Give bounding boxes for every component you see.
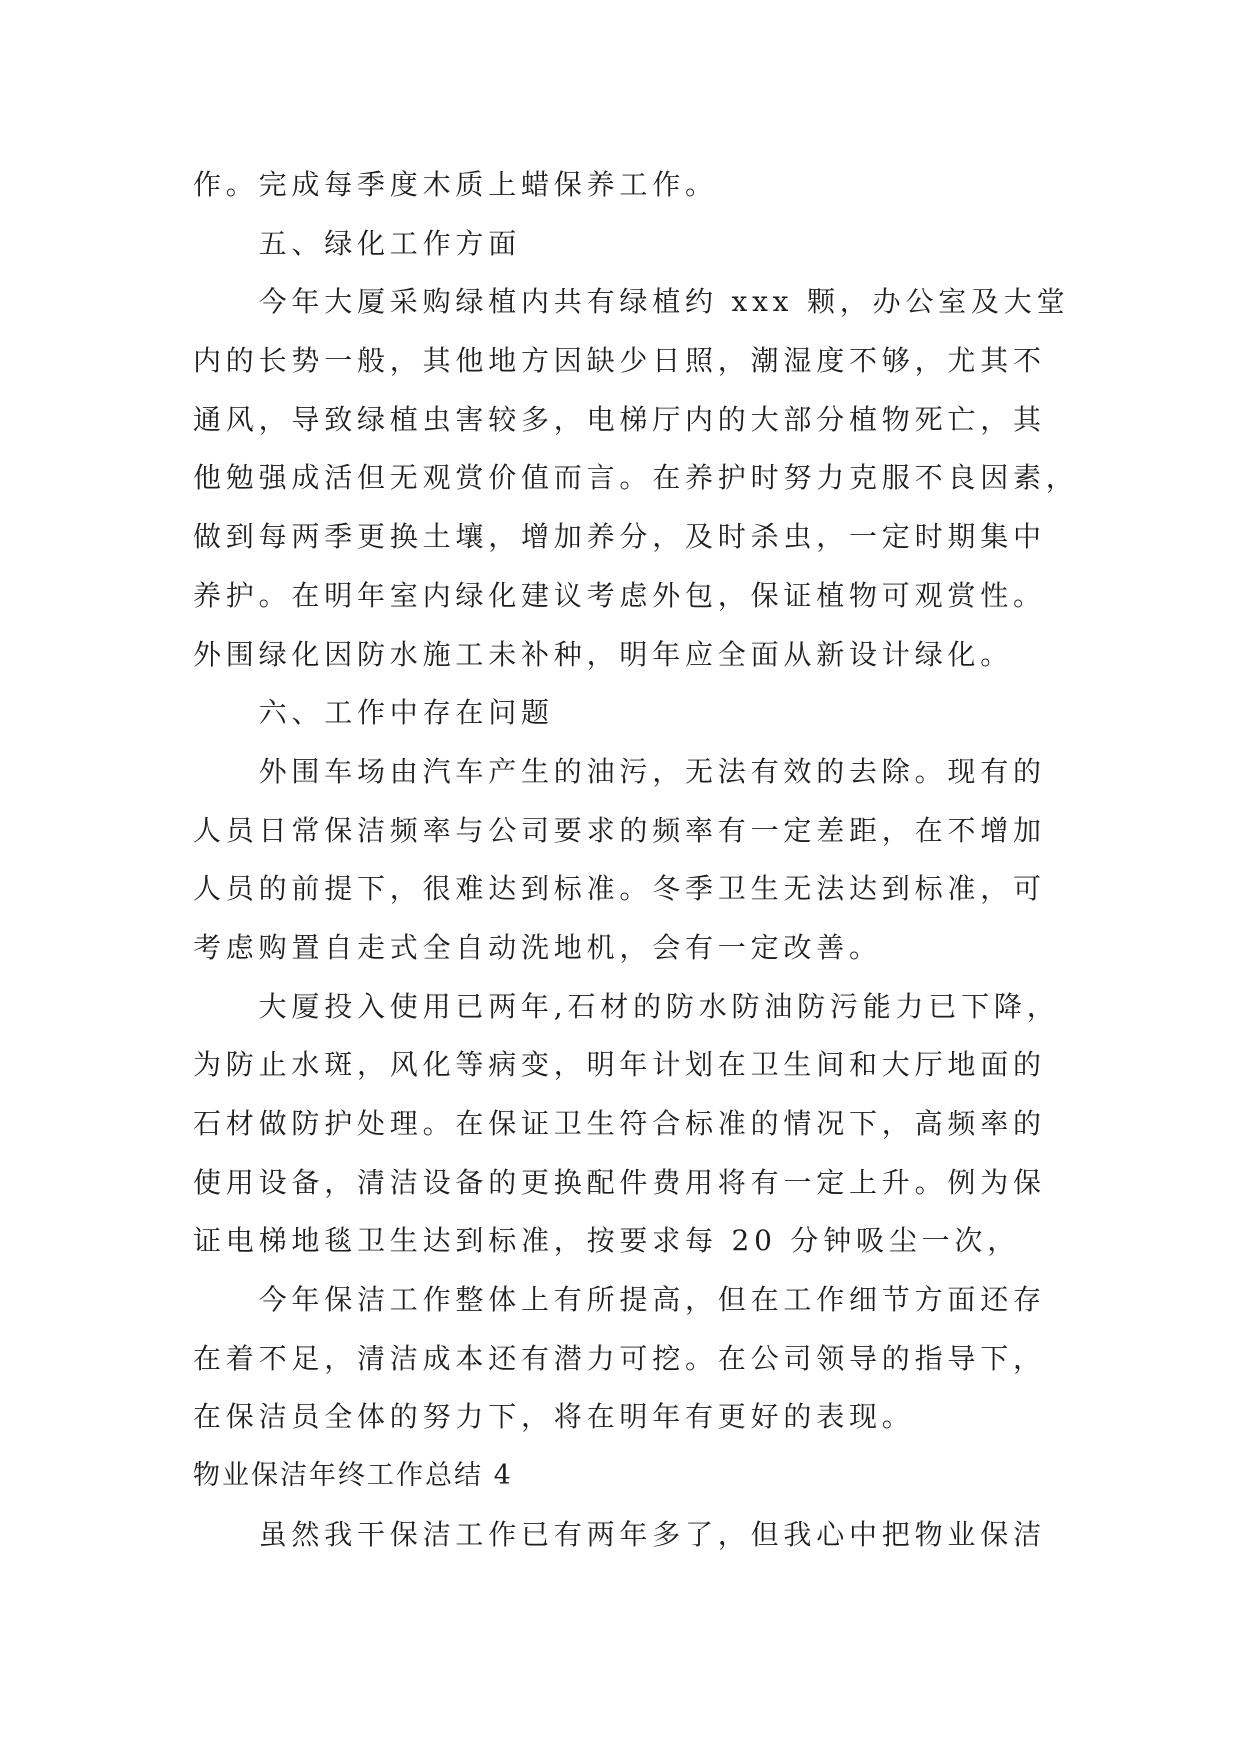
paragraph-line: 在着不足，清洁成本还有潜力可挖。在公司领导的指导下，: [193, 1341, 1046, 1375]
document-body: [193, 156, 1153, 1565]
paragraph-line: 人员日常保洁频率与公司要求的频率有一定差距，在不增加: [193, 813, 1046, 847]
paragraph-line: 在保洁员全体的努力下，将在明年有更好的表现。: [193, 1400, 915, 1434]
section-paragraph: [193, 273, 1153, 684]
paragraph-line: 今年保洁工作整体上有所提高，但在工作细节方面还存: [258, 1283, 1046, 1317]
paragraph-line: 为防止水斑，风化等病变，明年计划在卫生间和大厅地面的: [193, 1048, 1046, 1082]
paragraph-line: 通风，导致绿植虫害较多，电梯厅内的大部分植物死亡，其: [193, 402, 1046, 436]
section-heading: 六、工作中存在问题: [258, 696, 554, 730]
paragraph-line: 内的长势一般，其他地方因缺少日照，潮湿度不够，尤其不: [193, 344, 1046, 378]
section-paragraph: [193, 743, 1153, 978]
paragraph-line: 作。完成每季度木质上蜡保养工作。: [193, 168, 718, 201]
article-title: 物业保洁年终工作总结 4: [193, 1460, 513, 1492]
section-six: [193, 684, 1153, 1447]
paragraph-line: 做到每两季更换土壤，增加养分，及时杀虫，一定时期集中: [193, 520, 1046, 554]
paragraph-line: 今年大厦采购绿植内共有绿植约 xxx 颗，办公室及大堂: [258, 285, 1070, 319]
paragraph-line: 大厦投入使用已两年,石材的防水防油防污能力已下降，: [258, 989, 1060, 1023]
section-heading: 五、绿化工作方面: [258, 226, 521, 260]
section-paragraph: [193, 978, 1153, 1271]
section-five: [193, 215, 1153, 685]
paragraph-line: 人员的前提下，很难达到标准。冬季卫生无法达到标准，可: [193, 872, 1046, 906]
continued-paragraph: [193, 156, 1153, 215]
paragraph-line: 虽然我干保洁工作已有两年多了，但我心中把物业保洁: [258, 1517, 1046, 1551]
paragraph-line: 外围车场由汽车产生的油污，无法有效的去除。现有的: [258, 754, 1046, 788]
paragraph-line: 养护。在明年室内绿化建议考虑外包，保证植物可观赏性。: [193, 578, 1046, 612]
article-opening-paragraph: [193, 1506, 1153, 1565]
paragraph-line: 考虑购置自走式全自动洗地机，会有一定改善。: [193, 930, 882, 964]
section-paragraph: [193, 1271, 1153, 1447]
paragraph-line: 证电梯地毯卫生达到标准，按要求每 20 分钟吸尘一次，: [193, 1224, 1021, 1258]
paragraph-line: 石材做防护处理。在保证卫生符合标准的情况下，高频率的: [193, 1107, 1046, 1140]
paragraph-line: 外围绿化因防水施工未补种，明年应全面从新设计绿化。: [193, 637, 1014, 671]
paragraph-line: 他勉强成活但无观赏价值而言。在养护时努力克服不良因素，: [193, 461, 1079, 495]
paragraph-line: 使用设备，清洁设备的更换配件费用将有一定上升。例为保: [193, 1165, 1046, 1199]
